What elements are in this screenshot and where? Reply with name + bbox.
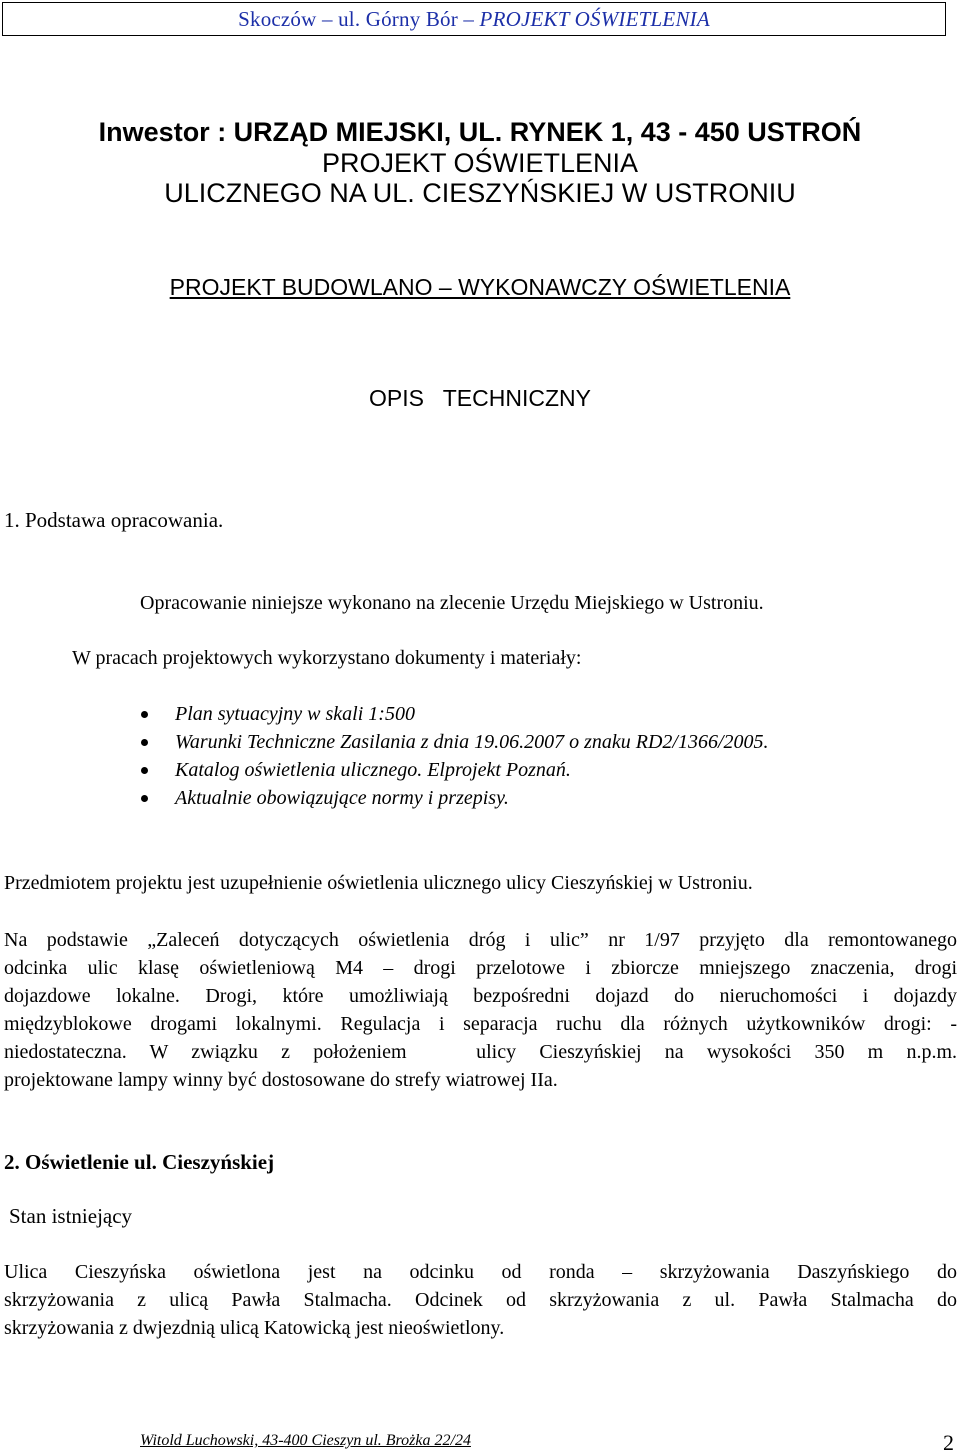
project-type: PROJEKT BUDOWLANO – WYKONAWCZY OŚWIETLENIA — [169, 274, 791, 300]
list-item: Aktualnie obowiązujące normy i przepisy. — [175, 787, 509, 809]
bullet-dot — [141, 795, 148, 802]
body-line: dojazdowe lokalne. Drogi, które umożliwiają bezpośredni dojazd do nieruchomości i dojazdy — [4, 985, 957, 1007]
running-header — [2, 2, 946, 36]
list-item: Plan sytuacyjny w skali 1:500 — [175, 703, 415, 725]
body-line: skrzyżowania z ulicą Pawła Stalmacha. Odcinek od skrzyżowania z ul. Pawła Stalmacha do — [4, 1289, 957, 1311]
page-number: 2 — [943, 1430, 954, 1455]
section2-subheading: Stan istniejący — [9, 1204, 133, 1228]
project-subject: Przedmiotem projektu jest uzupełnienie oświetlenia ulicznego ulicy Cieszyńskiej w Ustroniu. — [4, 872, 753, 894]
document-title: OPIS TECHNICZNY — [369, 385, 591, 411]
bullet-dot — [141, 767, 148, 774]
section1-heading: 1. Podstawa opracowania. — [4, 508, 224, 532]
body-line: międzyblokowe drogami lokalnymi. Regulacja i separacja ruchu dla różnych użytkowników drogi: - — [4, 1013, 957, 1035]
section1-para1: Opracowanie niniejsze wykonano na zlecenie Urzędu Miejskiego w Ustroniu. — [140, 592, 764, 614]
body-line: projektowane lampy winny być dostosowane do strefy wiatrowej IIa. — [4, 1069, 558, 1091]
list-item: Katalog oświetlenia ulicznego. Elprojekt Poznań. — [175, 759, 571, 781]
project-title-line2: ULICZNEGO NA UL. CIESZYŃSKIEJ W USTRONIU — [164, 178, 796, 208]
section1-para2: W pracach projektowych wykorzystano dokumenty i materiały: — [72, 647, 582, 669]
body-line: skrzyżowania z dwjezdnią ulicą Katowicką jest nieoświetlony. — [4, 1317, 505, 1339]
body-line: Na podstawie „Zaleceń dotyczących oświetlenia dróg i ulic” nr 1/97 przyjęto dla remontowanego — [4, 929, 957, 951]
project-title-line1: PROJEKT OŚWIETLENIA — [321, 148, 639, 178]
header-text — [3, 7, 945, 32]
header-location: Skoczów – ul. Górny Bór – — [238, 7, 475, 31]
investor-line: Inwestor : URZĄD MIEJSKI, UL. RYNEK 1, 43 - 450 USTROŃ — [98, 117, 862, 147]
body-line: Ulica Cieszyńska oświetlona jest na odcinku od ronda – skrzyżowania Daszyńskiego do — [4, 1261, 957, 1283]
footer-signature: Witold Luchowski, 43-400 Cieszyn ul. Brożka 22/24 — [140, 1432, 471, 1449]
bullet-dot — [141, 739, 148, 746]
list-item: Warunki Techniczne Zasilania z dnia 19.06.2007 o znaku RD2/1366/2005. — [175, 731, 769, 753]
section2-heading: 2. Oświetlenie ul. Cieszyńskiej — [4, 1150, 275, 1174]
bullet-dot — [141, 711, 148, 718]
body-line: odcinka ulic klasę oświetleniową M4 – drogi przelotowe i zbiorcze mniejszego znaczenia, drogi — [4, 957, 957, 979]
header-project: PROJEKT OŚWIETLENIA — [479, 7, 710, 31]
body-line: niedostateczna. W związku z położeniem ulicy Cieszyńskiej na wysokości 350 m n.p.m. — [4, 1041, 957, 1063]
